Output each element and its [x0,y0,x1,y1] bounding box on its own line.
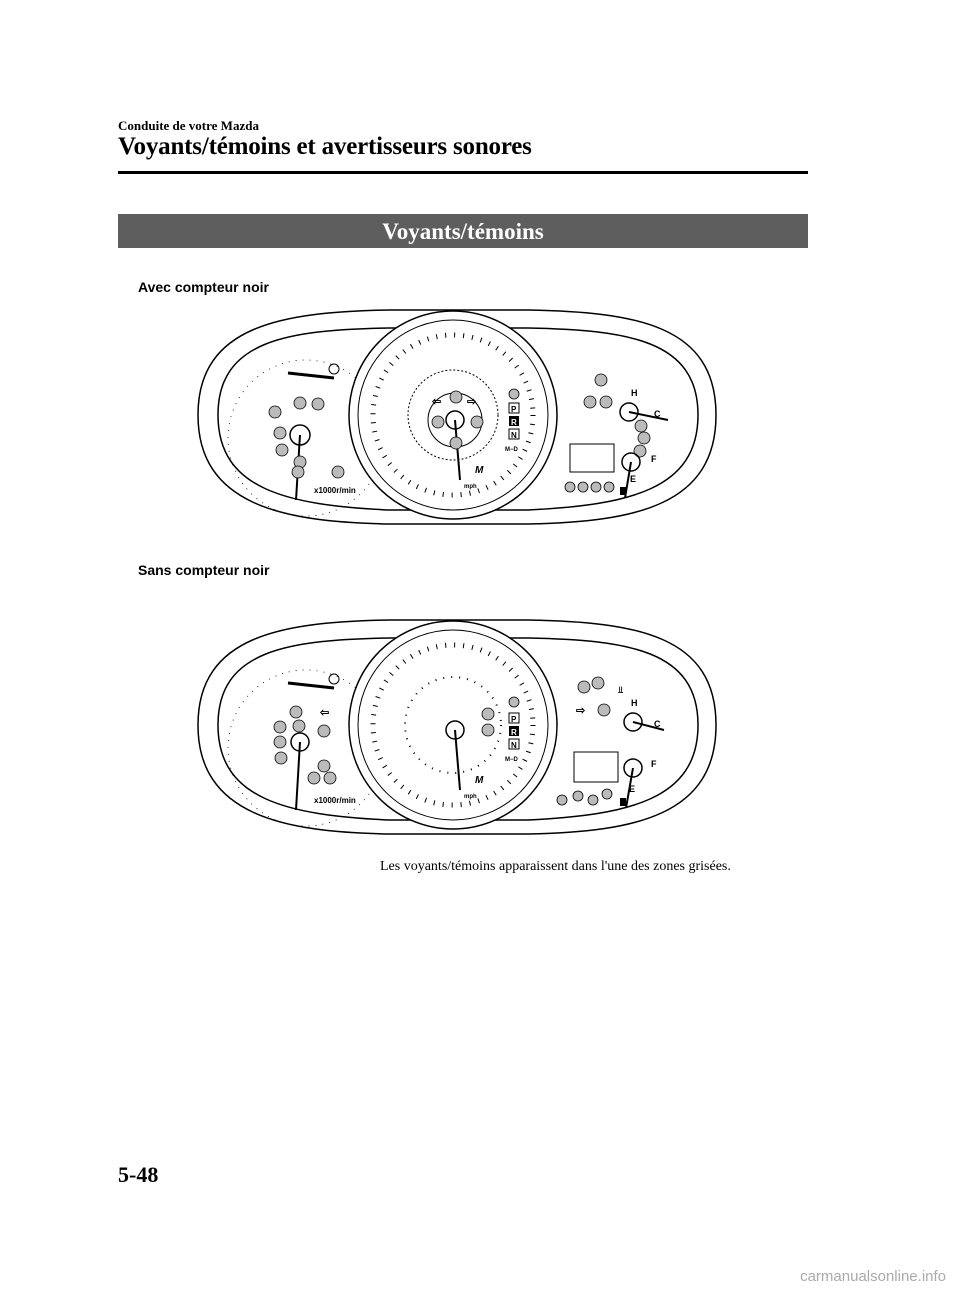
page-number: 5-48 [118,1162,159,1187]
temp-cold-label: C [654,409,661,419]
section-heading: Voyants/témoins [118,214,808,248]
right-turn-arrow-icon: ⇨ [467,396,477,408]
right-turn-arrow-icon: ⇨ [576,705,586,717]
fuel-pump-icon [620,798,626,806]
gear-md-label: M−D [505,447,518,453]
fuel-pump-icon [620,487,626,495]
page-title: Voyants/témoins et avertisseurs sonores [118,133,532,160]
fuel-full-label: F [651,454,657,464]
gear-n-label: N [511,431,517,440]
fuel-empty-label: E [629,784,636,794]
fuel-full-label: F [651,759,657,769]
speed-unit-label: mph [464,484,477,490]
temp-hot-label: H [631,388,638,398]
gear-n-label: N [511,741,517,750]
manual-mode-label: M [475,775,484,786]
manual-mode-label: M [475,465,484,476]
gear-r-label: R [511,418,517,427]
gear-r-label: R [511,728,517,737]
coolant-temp-icon: ⫫ [618,685,624,695]
instrument-cluster-no-black-meter [188,610,720,840]
left-turn-arrow-icon: ⇦ [320,707,330,719]
left-turn-arrow-icon: ⇦ [432,396,442,408]
figure-footnote: Les voyants/témoins apparaissent dans l'une des zones grisées. [380,859,731,874]
gear-p-label: P [511,405,517,414]
temp-hot-label: H [631,698,638,708]
figure-caption-no-black-meter: Sans compteur noir [138,562,270,578]
gear-p-label: P [511,715,517,724]
watermark: carmanualsonline.info [800,1268,946,1285]
figure-caption-black-meter: Avec compteur noir [138,279,269,295]
instrument-cluster-black-meter [188,300,720,530]
speed-unit-label: mph [464,794,477,800]
speedometer [349,621,557,829]
tach-unit-label: x1000r/min [314,486,356,495]
temp-fuel-gauges [557,677,664,808]
breadcrumb: Conduite de votre Mazda [118,118,259,133]
tach-unit-label: x1000r/min [314,796,356,805]
temp-fuel-gauges [565,374,668,498]
temp-cold-label: C [654,719,661,729]
fuel-empty-label: E [630,474,637,484]
title-rule [118,171,808,174]
gear-md-label: M−D [505,757,518,763]
speedometer [349,311,557,519]
